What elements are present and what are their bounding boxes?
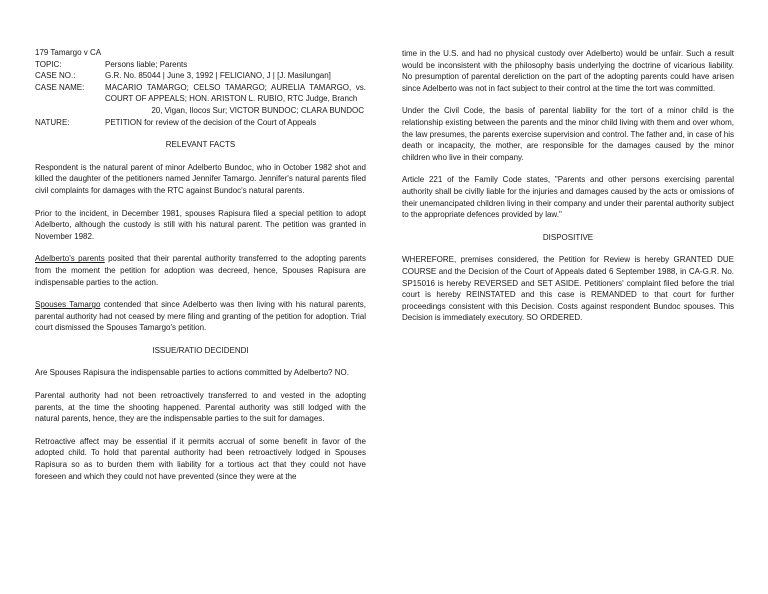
- issue-heading: ISSUE/RATIO DECIDENDI: [152, 345, 249, 355]
- facts-paragraph-4: [35, 299, 366, 334]
- case-name-label: CASE NAME:: [35, 82, 85, 92]
- case-name-spacer: [35, 105, 105, 117]
- right-column: [402, 48, 734, 324]
- topic-label: TOPIC:: [35, 59, 62, 69]
- dispositive-heading: DISPOSITIVE: [542, 232, 594, 242]
- facts-paragraph-4-text: contended that since Adelberto was then living with his natural parents, parental authority had not ceased by mere filing and granting of the petition for adoption. Trial court dismissed the Spouses Tamargo's petition.: [35, 300, 366, 333]
- ratio-paragraph-2: Retroactive affect may be essential if it permits accrual of some benefit in favor of the adopted child. To hold that parental authority had been retroactively lodged in Spouses Rapisura so as to burden them with liability for a tortious act that they could not have foreseen and which they could not have prevented (since they were at the: [35, 436, 366, 481]
- ratio-paragraph-3: time in the U.S. and had no physical custody over Adelberto) would be unfair. Such a result would be inconsistent with the philosophy basis underlying the doctrine of vicarious liability. No presumption of parental dereliction on the part of the adopting parents could have arisen since Adelberto was not in fact subject to their control at the time the tort was committed.: [402, 49, 734, 93]
- facts-paragraph-1: Respondent is the natural parent of minor Adelberto Bundoc, who in October 1982 shot and killed the daughter of the petitioners named Jennifer Tamargo. Jennifer's natural parents filed civil complaints for damages with the RTC against Bundoc's natural parents.: [35, 162, 366, 195]
- issue-question: Are Spouses Rapisura the indispensable parties to actions committed by Adelberto? NO.: [35, 368, 349, 378]
- spouses-tamargo-label: Spouses Tamargo: [35, 300, 101, 310]
- topic-value: Persons liable; Parents: [105, 59, 188, 69]
- facts-paragraph-2: Prior to the incident, in December 1981, spouses Rapisura filed a special petition to adopt Adelberto, although the custody is still with his natural parent. The petition was granted in November 1982.: [35, 208, 366, 241]
- case-title: 179 Tamargo v CA: [35, 48, 102, 57]
- case-no-value: G.R. No. 85044 | June 3, 1992 | FELICIANO, J | [J. Masilungan]: [105, 71, 331, 81]
- ratio-paragraph-1: Parental authority had not been retroactively transferred to and vested in the adopting parents, at the time the shooting happened. Parental authority was still lodged with the natural parents, hence, they are the indispensable parties to the suit for damages.: [35, 391, 366, 424]
- left-column: [35, 47, 366, 482]
- adelberto-parents-label: Adelberto's parents: [35, 254, 105, 264]
- relevant-facts-heading: RELEVANT FACTS: [165, 140, 236, 150]
- facts-paragraph-3: [35, 253, 366, 288]
- case-name-value-cont: 20, Vigan, Ilocos Sur; VICTOR BUNDOC; CLARA BUNDOC: [151, 105, 364, 115]
- case-metadata: [35, 59, 366, 129]
- nature-label: NATURE:: [35, 117, 70, 127]
- case-no-label: CASE NO.:: [35, 71, 76, 81]
- dispositive-paragraph: WHEREFORE, premises considered, the Petition for Review is hereby GRANTED DUE COURSE and the Decision of the Court of Appeals dated 6 September 1988, in CA-G.R. No. SP15016 is hereby REVERSED and SET ASIDE. Petitioners' complaint filed before the trial court is hereby REINSTATED and this case is REMANDED to that court for further proceedings consistent with this Decision. Costs against respondent Bundoc spouses. This Decision is immediately executory. SO ORDERED.: [402, 255, 734, 323]
- nature-value: PETITION for review of the decision of the Court of Appeals: [105, 117, 317, 127]
- case-name-value: MACARIO TAMARGO; CELSO TAMARGO; AURELIA TAMARGO, vs. COURT OF APPEALS; HON. ARISTON L. RUBIO, RTC Judge, Branch: [105, 82, 366, 104]
- facts-paragraph-3-text: posited that their parental authority transferred to the adopting parents from the moment the petition for adoption was decreed, hence, Spouses Rapisura are indispensable parties to the action.: [35, 254, 366, 287]
- family-code-paragraph: Article 221 of the Family Code states, "Parents and other persons exercising parental authority shall be civilly liable for the injuries and damages caused by the acts or omissions of their unemancipated children living in their company and under their parental authority subject to the appropriate defences provided by law.": [402, 175, 734, 220]
- civil-code-paragraph: Under the Civil Code, the basis of parental liability for the tort of a minor child is the relationship existing between the parents and the minor child living with them and over whom, the law presumes, the parents exercise supervision and control. The father and, in case of his death or incapacity, the mother, are responsible for the damages caused by the minor children who live in their company.: [402, 106, 734, 162]
